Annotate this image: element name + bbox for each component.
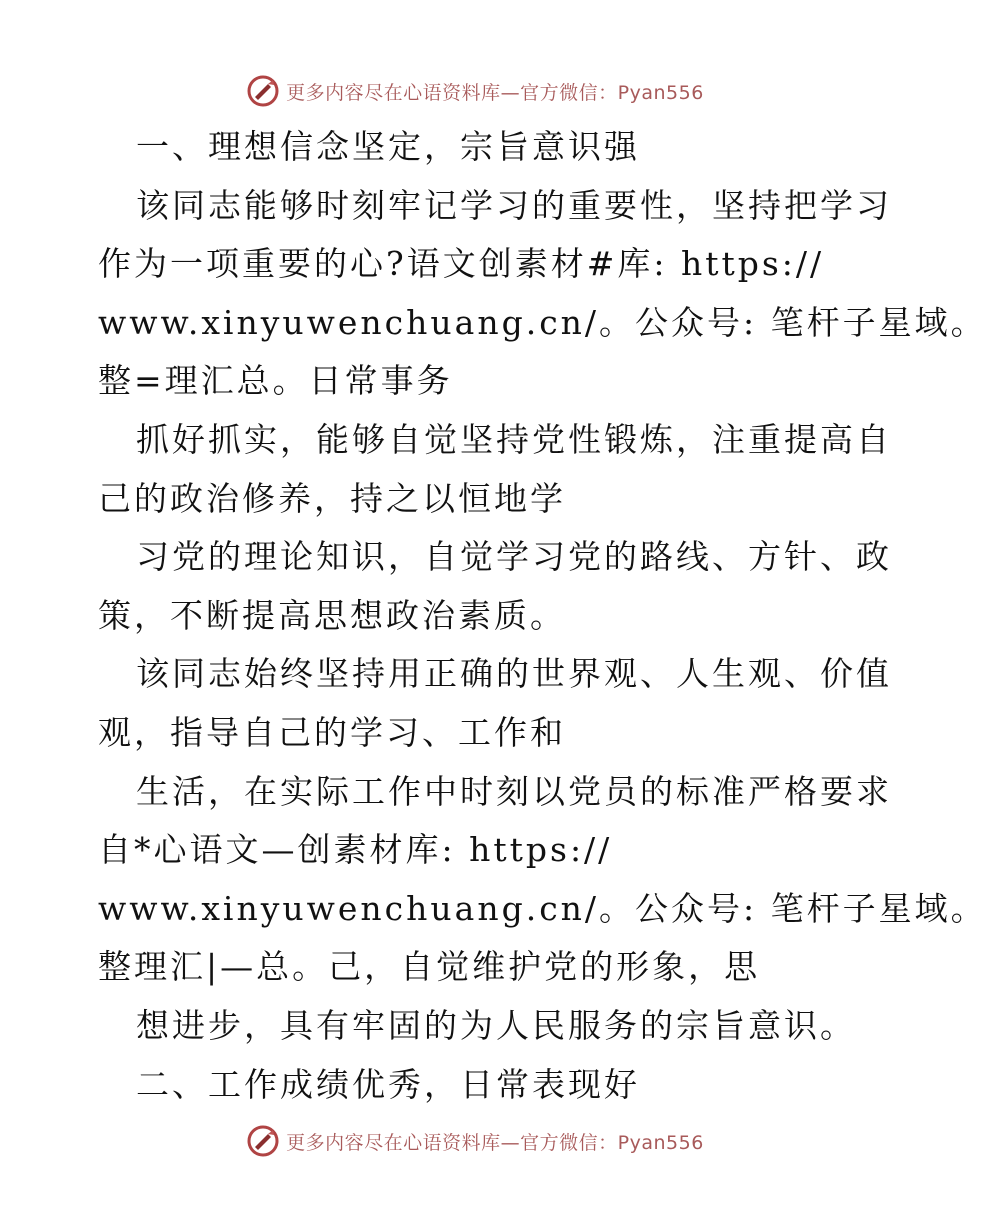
text-line: 观，指导自己的学习、工作和 (98, 712, 566, 752)
text-line: 己的政治修养，持之以恒地学 (98, 478, 566, 518)
watermark-text: 更多内容尽在心语资料库—官方微信：Pyan556 (286, 1131, 704, 1154)
text-line: 该同志能够时刻牢记学习的重要性，坚持把学习 (136, 185, 892, 225)
text-line: 抓好抓实，能够自觉坚持党性锻炼，注重提高自 (136, 419, 892, 459)
text-line: 作为一项重要的心?语文创素材#库: https:// (98, 244, 825, 284)
text-line: 整=理汇总。日常事务 (98, 361, 453, 401)
footer-watermark (0, 1121, 950, 1161)
document-body (98, 118, 987, 1114)
brand-logo-icon (246, 1124, 280, 1158)
text-line: 自*心语文—创素材库: https:// (98, 830, 613, 870)
text-line: 策，不断提高思想政治素质。 (98, 595, 566, 635)
text-line: 整理汇|—总。己，自觉维护党的形象，思 (98, 947, 761, 987)
text-line: www.xinyuwenchuang.cn/。公众号: 笔杆子星域。 (98, 302, 987, 342)
text-line: 二、工作成绩优秀，日常表现好 (136, 1064, 640, 1104)
text-line: 想进步，具有牢固的为人民服务的宗旨意识。 (136, 1005, 856, 1045)
text-line: 一、理想信念坚定，宗旨意识强 (136, 127, 640, 166)
watermark-text: 更多内容尽在心语资料库—官方微信：Pyan556 (286, 81, 704, 104)
text-line: 该同志始终坚持用正确的世界观、人生观、价值 (136, 654, 892, 694)
text-line: 习党的理论知识，自觉学习党的路线、方针、政 (136, 537, 892, 577)
header-watermark (0, 71, 950, 111)
text-line: 生活，在实际工作中时刻以党员的标准严格要求 (136, 771, 892, 811)
text-line: www.xinyuwenchuang.cn/。公众号: 笔杆子星域。 (98, 888, 987, 928)
brand-logo-icon (246, 74, 280, 108)
